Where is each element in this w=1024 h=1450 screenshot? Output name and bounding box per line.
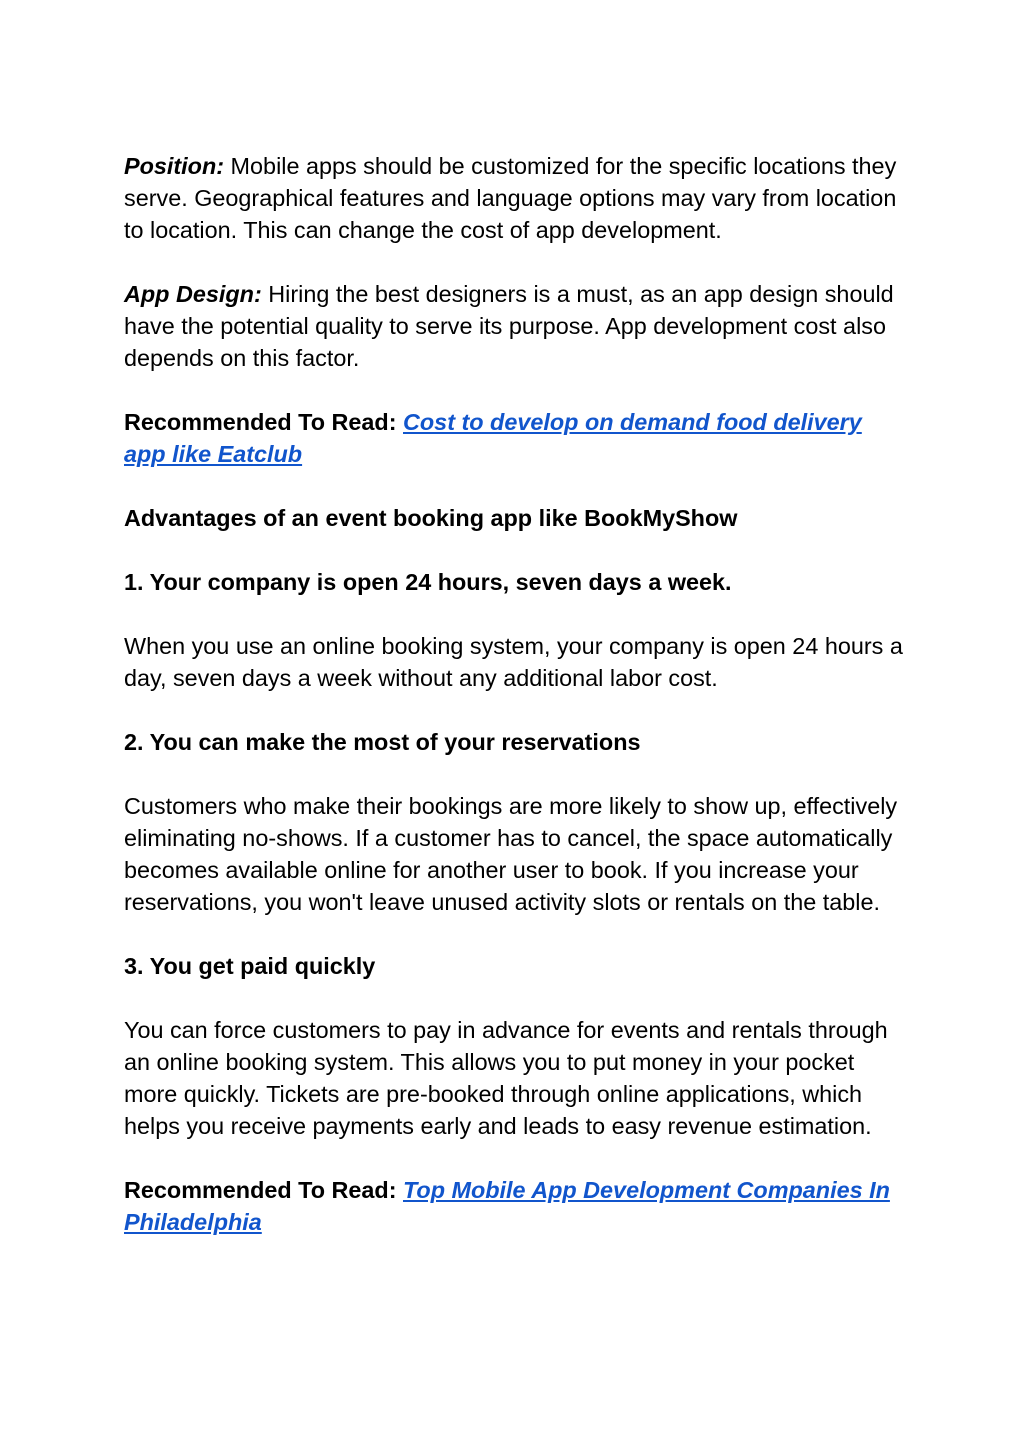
recommended-read-paragraph-1 xyxy=(124,406,904,470)
app-design-text: Hiring the best designers is a must, as an app design should have the potential quality to serve its purpose. App development cost also depends on this factor. xyxy=(124,281,894,371)
eatclub-article-link[interactable]: Cost to develop on demand food delivery app like Eatclub xyxy=(124,409,862,467)
position-text: Mobile apps should be customized for the specific locations they serve. Geographical features and language options may vary from location to location. This can change the cost of app development. xyxy=(124,153,897,243)
point-3-body: You can force customers to pay in advance for events and rentals through an online booking system. This allows you to put money in your pocket more quickly. Tickets are pre-booked through online applications, which helps you receive payments early and leads to easy revenue estimation. xyxy=(124,1017,888,1139)
recommended-read-label-2: Recommended To Read: xyxy=(124,1177,397,1203)
app-design-paragraph xyxy=(124,278,904,374)
document-page xyxy=(124,150,904,1270)
position-label: Position: xyxy=(124,153,225,179)
point-2-body: Customers who make their bookings are more likely to show up, effectively eliminating no-shows. If a customer has to cancel, the space automatically becomes available online for another user to book. If you increase your reservations, you won't leave unused activity slots or rentals on the table. xyxy=(124,793,898,915)
position-paragraph xyxy=(124,150,904,246)
point-1-body: When you use an online booking system, your company is open 24 hours a day, seven days a week without any additional labor cost. xyxy=(124,633,903,691)
point-2-heading: 2. You can make the most of your reservations xyxy=(124,729,641,755)
recommended-read-label-1: Recommended To Read: xyxy=(124,409,397,435)
point-3-heading: 3. You get paid quickly xyxy=(124,953,376,979)
app-design-label: App Design: xyxy=(124,281,262,307)
recommended-read-paragraph-2 xyxy=(124,1174,904,1238)
advantages-heading: Advantages of an event booking app like BookMyShow xyxy=(124,505,738,531)
point-1-heading: 1. Your company is open 24 hours, seven days a week. xyxy=(124,569,732,595)
philadelphia-companies-link[interactable]: Top Mobile App Development Companies In Philadelphia xyxy=(124,1177,890,1235)
